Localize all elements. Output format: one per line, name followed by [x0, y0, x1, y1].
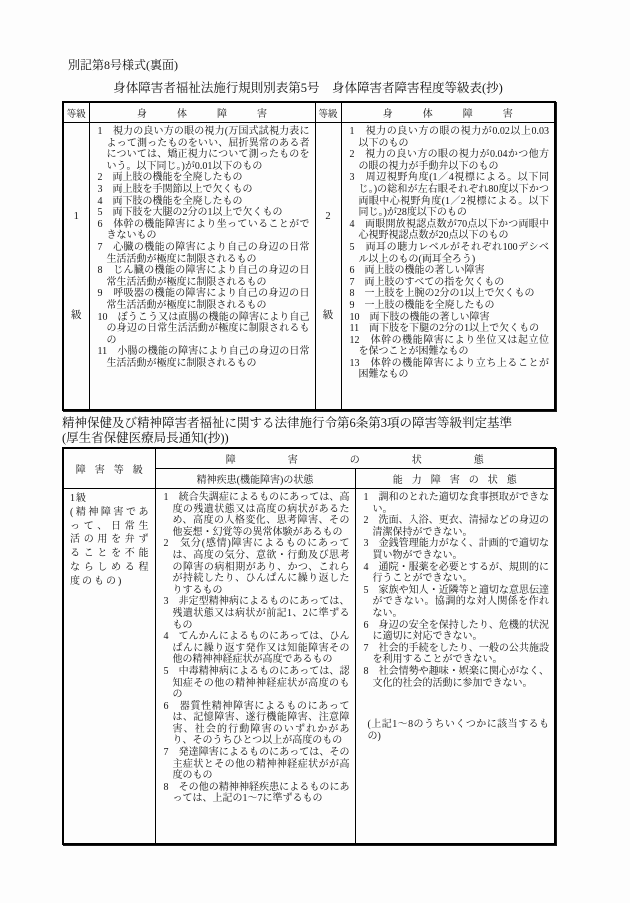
- grade-2-number: 2: [325, 210, 331, 222]
- grade-2-cell: [315, 123, 341, 411]
- grade-item: 4 両眼開放視認点数が70点以下かつ両眼中心視野視認点数が20点以下のもの: [349, 218, 549, 242]
- form-number-label: 別記第8号様式(裏面): [68, 58, 178, 72]
- grade-item: 8 じん臓の機能の障害により自己の身辺の日常生活活動が極度に制限されるもの: [97, 265, 310, 288]
- grade-1-number: 1: [73, 210, 79, 222]
- grade-1-unit: 級: [71, 309, 82, 321]
- mental-grade-cell: [63, 489, 155, 845]
- grade-item: 9 呼吸器の機能の障害により自己の身辺の日常生活活動が極度に制限されるもの: [97, 288, 310, 311]
- grade-item: 3 金銭管理能力がなく、計画的で適切な買い物ができない。: [363, 538, 549, 561]
- grade-item: 7 両上肢のすべての指を欠くもの: [349, 276, 505, 288]
- table2-body-row: [63, 489, 555, 845]
- grade-item: 6 両上肢の機能の著しい障害: [349, 265, 485, 277]
- grade-item: 13 体幹の機能障害により立ち上ることが困難なもの: [349, 357, 549, 381]
- ability-items-list: [364, 492, 550, 689]
- grade-item: 7 心臓の機能の障害により自己の身辺の日常生活活動が極度に制限されるもの: [97, 241, 310, 265]
- grade-1-cell: [63, 123, 89, 411]
- grade-item: 5 家族や知人・近隣等と適切な意思伝達ができない。協調的な対人関係を作れない。: [363, 584, 549, 619]
- ability-note: (上記1〜8のうちいくつかに該当するもの): [367, 719, 549, 742]
- grade-item: 7 社会的手続をしたり、一般の公共施設を利用することができない。: [363, 642, 549, 666]
- grade-item: 12 体幹の機能障害により坐位又は起立位を保つことが困難なもの: [349, 334, 549, 358]
- grade-item: 2 両上肢の機能を全廃したもの: [97, 172, 243, 184]
- grade-item: 1 調和のとれた適切な食事摂取ができない。: [363, 492, 549, 515]
- grade-item: 5 中毒精神病によるものにあっては、認知症その他の精神神経症状が高度のもの: [163, 665, 350, 701]
- table2-ability-header: 能力障害の状態: [355, 469, 555, 489]
- table1-header-row: [63, 102, 555, 123]
- table2-grade-header: 障害等級: [63, 448, 155, 489]
- grade-item: 2 視力の良い方の眼の視力が0.04かつ他方の眼の視力が手動弁以下のもの: [349, 149, 549, 172]
- grade-item: 1 統合失調症によるものにあっては、高度の残遺状態又は高度の病状があるため、高度の人格変化、思考障害、その他妄想・幻覚等の異常体験があるもの: [163, 492, 350, 538]
- mental-state-items-cell: [155, 489, 355, 845]
- mental-grade-label: 1級: [70, 493, 87, 504]
- grade-item: 4 てんかんによるものにあっては、ひんぱんに繰り返す発作又は知能障害その他の精神神経症状が高度であるもの: [163, 631, 350, 666]
- grade-item: 9 一上肢の機能を全廃したもの: [349, 299, 495, 311]
- grade-item: 2 気分(感情)障害によるものにあっては、高度の気分、意欲・行動及び思考の障害の病相期があり、かつ、これらが持続したり、ひんぱんに繰り返したりするもの: [163, 538, 350, 596]
- grade-item: 3 両上肢を手関節以上で欠くもの: [97, 183, 253, 195]
- grade-item: 8 社会情勢や趣味・娯楽に関心がなく、文化的社会的活動に参加できない。: [363, 665, 549, 689]
- grade-item: 4 通院・服薬を必要とするが、規則的に行うことができない。: [363, 561, 549, 585]
- grade-item: 1 視力の良い方の眼の視力が0.02以上0.03以下のもの: [349, 126, 549, 149]
- grade-item: 3 非定型精神病によるものにあっては、残遺状態又は病状が前記1、2に準ずるもの: [163, 596, 350, 631]
- table1-disability-header-right: 身体障害: [341, 102, 555, 123]
- grade-item: 7 発達障害によるものにあっては、その主症状とその他の精神神経症状がが高度のもの: [163, 747, 350, 782]
- grade-2-stack: [316, 123, 341, 409]
- grade-item: 8 その他の精神神経疾患によるものにあっては、上記の1〜7に準ずるもの: [163, 781, 350, 805]
- physical-disability-grade-table: [62, 101, 556, 411]
- grade-2-items-cell: [341, 123, 555, 411]
- grade-1-items-cell: [89, 123, 315, 411]
- mental-grade-note: (精神障害であって、日常生活の用を弁ずることを不能ならしめる程度のもの): [70, 506, 151, 587]
- mental-health-heading-line1: 精神保健及び精神障害者福祉に関する法律施行令第6条第3項の障害等級判定基準: [62, 416, 513, 430]
- table1-body-row: [63, 123, 555, 411]
- physical-disability-table-title: 身体障害者福祉法施行規則別表第5号 身体障害者障害程度等級表(抄): [113, 81, 503, 95]
- grade-item: 6 体幹の機能障害により坐っていることができないもの: [97, 218, 310, 242]
- mental-disability-grade-table: [62, 447, 556, 845]
- grade-item: 6 器質性精神障害によるものにあっては、記憶障害、遂行機能障害、注意障害、社会的行動障害のいずれかがあり、そのうちひとつ以上が高度のもの: [163, 700, 350, 747]
- grade-item: 11 小腸の機能の障害により自己の身辺の日常生活活動が極度に制限されるもの: [97, 346, 310, 369]
- table1-grade-header-left: 等級: [63, 102, 89, 123]
- grade-item: 1 視力の良い方の眼の視力(万国式試視力表によって測ったものをいい、屈折異常のある者については、矯正視力について測ったものをいう。以下同じ。)が0.01以下のもの: [97, 126, 310, 172]
- grade-item: 6 身辺の安全を保持したり、危機的状況に適切に対応できない。: [363, 619, 549, 643]
- grade-item: 8 一上肢を上腕の2分の1以上で欠くもの: [349, 288, 535, 300]
- ability-state-items-cell: [355, 489, 555, 845]
- grade-item: 2 洗面、入浴、更衣、清掃などの身辺の清潔保持ができない。: [363, 515, 549, 538]
- grade-item: 5 両下肢を大腿の2分の1以上で欠くもの: [97, 207, 283, 219]
- table1-disability-header-left: 身体障害: [89, 102, 315, 123]
- table1-grade-header-right: 等級: [315, 102, 341, 123]
- grade-item: 5 両耳の聴力レベルがそれぞれ100デシベル以上のもの(両耳全ろう): [349, 241, 549, 265]
- grade-item: 11 両下肢を下腿の2分の1以上で欠くもの: [349, 323, 540, 335]
- mental-health-heading-line2: (厚生省保健医療局長通知(抄)): [62, 430, 229, 445]
- grade-2-unit: 級: [322, 309, 334, 321]
- mental-health-heading: [62, 416, 512, 445]
- grade-1-stack: [64, 123, 89, 409]
- table2-header-row-1: [63, 448, 555, 469]
- grade-item: 10 両下肢の機能の著しい障害: [349, 311, 490, 323]
- table2-mental-header: 精神疾患(機能障害)の状態: [155, 469, 355, 489]
- grade-item: 10 ぼうこう又は直腸の機能の障害により自己の身辺の日常生活活動が極度に制限されるもの: [97, 311, 310, 346]
- grade-item: 3 周辺視野角度(1／4視標による。以下同じ。)の総和が左右眼それぞれ80度以下かつ両眼中心視野角度(1／2視標による。以下同じ。)が28度以下のもの: [349, 172, 549, 219]
- table2-state-header: 障害の状態: [155, 448, 555, 469]
- grade-item: 4 両下肢の機能を全廃したもの: [97, 195, 243, 207]
